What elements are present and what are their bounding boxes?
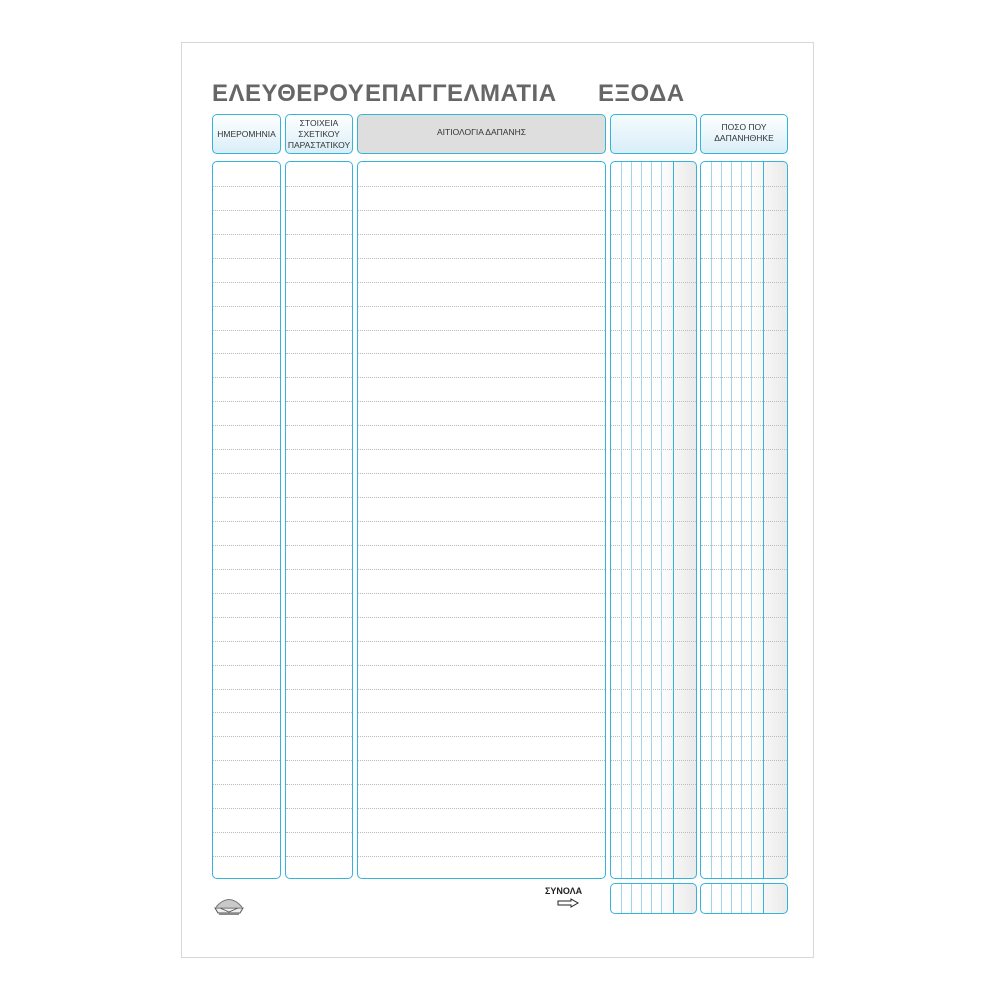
- ruled-row-line: [611, 521, 696, 522]
- ruled-row-line: [286, 282, 352, 283]
- ruled-row-line: [286, 856, 352, 857]
- ruled-row-line: [611, 401, 696, 402]
- ruled-row-line: [611, 808, 696, 809]
- ruled-row-line: [213, 736, 280, 737]
- ruled-row-line: [358, 377, 605, 378]
- column-document[interactable]: [285, 161, 353, 879]
- ruled-row-line: [286, 377, 352, 378]
- ruled-row-line: [213, 689, 280, 690]
- ruled-row-line: [213, 760, 280, 761]
- digit-divider-line: [621, 884, 622, 913]
- header-amount-line1: ΠΟΣΟ ΠΟΥ: [721, 122, 767, 132]
- ruled-row-line: [701, 784, 787, 785]
- ruled-row-line: [286, 449, 352, 450]
- title-part-3: ΕΞΟΔΑ: [598, 80, 685, 107]
- totals-label: ΣΥΝΟΛΑ: [545, 886, 583, 896]
- ruled-row-line: [701, 832, 787, 833]
- header-reason-label: ΑΙΤΙΟΛΟΓΙΑ ΔΑΠΑΝΗΣ: [437, 127, 526, 137]
- digit-divider-line: [673, 884, 674, 913]
- ruled-row-line: [611, 593, 696, 594]
- digit-divider-line: [751, 884, 752, 913]
- ruled-row-line: [701, 545, 787, 546]
- ruled-row-line: [286, 330, 352, 331]
- ruled-row-line: [358, 353, 605, 354]
- ruled-row-line: [611, 545, 696, 546]
- ruled-row-line: [611, 449, 696, 450]
- title-part-2: ΕΠΑΓΓΕΛΜΑΤΙΑ: [365, 80, 557, 107]
- column-date[interactable]: [212, 161, 281, 879]
- ruled-row-line: [611, 306, 696, 307]
- ruled-row-line: [286, 641, 352, 642]
- ruled-row-line: [286, 210, 352, 211]
- ruled-row-line: [611, 736, 696, 737]
- ruled-row-line: [358, 808, 605, 809]
- ruled-row-line: [701, 665, 787, 666]
- ruled-row-line: [611, 425, 696, 426]
- ruled-row-line: [701, 569, 787, 570]
- header-amount-line2: ΔΑΠΑΝΗΘΗΚΕ: [714, 133, 774, 143]
- ruled-row-line: [286, 306, 352, 307]
- ruled-row-line: [286, 545, 352, 546]
- ruled-row-line: [701, 497, 787, 498]
- digit-divider-line: [651, 884, 652, 913]
- ruled-row-line: [286, 832, 352, 833]
- digit-divider-line: [731, 162, 732, 878]
- ruled-row-line: [701, 425, 787, 426]
- ruled-row-line: [286, 497, 352, 498]
- ruled-row-line: [358, 186, 605, 187]
- ruled-row-line: [701, 617, 787, 618]
- ruled-row-line: [286, 689, 352, 690]
- ruled-row-line: [358, 425, 605, 426]
- ruled-row-line: [611, 497, 696, 498]
- digit-divider-line: [711, 162, 712, 878]
- ruled-row-line: [701, 521, 787, 522]
- header-document-line3: ΠΑΡΑΣΤΑΤΙΚΟΥ: [287, 139, 351, 150]
- digit-divider-line: [721, 884, 722, 913]
- ruled-row-line: [358, 832, 605, 833]
- ruled-row-line: [611, 784, 696, 785]
- digit-divider-line: [631, 162, 632, 878]
- header-date: [212, 114, 281, 154]
- column-amount[interactable]: [700, 161, 788, 879]
- ruled-row-line: [611, 186, 696, 187]
- ruled-row-line: [286, 760, 352, 761]
- ruled-row-line: [213, 521, 280, 522]
- ruled-row-line: [611, 258, 696, 259]
- ruled-row-line: [701, 760, 787, 761]
- ruled-row-line: [701, 234, 787, 235]
- ruled-row-line: [701, 258, 787, 259]
- ruled-row-line: [286, 401, 352, 402]
- ruled-row-line: [358, 760, 605, 761]
- digit-divider-line: [631, 884, 632, 913]
- ruled-row-line: [286, 234, 352, 235]
- header-document-line1: ΣΤΟΙΧΕΙΑ: [299, 117, 339, 128]
- ruled-row-line: [358, 306, 605, 307]
- ruled-row-line: [701, 736, 787, 737]
- digit-divider-line: [741, 162, 742, 878]
- digit-divider-line: [661, 162, 662, 878]
- digit-divider-line: [721, 162, 722, 878]
- header-reason: [357, 114, 606, 154]
- digit-divider-line: [751, 162, 752, 878]
- ruled-row-line: [213, 641, 280, 642]
- header-date-label: ΗΜΕΡΟΜΗΝΙΑ: [217, 128, 276, 139]
- ruled-row-line: [358, 234, 605, 235]
- column-reason[interactable]: [357, 161, 606, 879]
- ruled-row-line: [286, 784, 352, 785]
- ruled-row-line: [358, 784, 605, 785]
- ruled-row-line: [358, 330, 605, 331]
- header-document: [285, 114, 353, 154]
- digit-divider-line: [741, 884, 742, 913]
- ruled-row-line: [358, 282, 605, 283]
- ruled-row-line: [611, 712, 696, 713]
- digit-divider-line: [763, 162, 764, 878]
- column-blank[interactable]: [610, 161, 697, 879]
- ruled-row-line: [358, 736, 605, 737]
- ruled-row-line: [358, 497, 605, 498]
- ruled-row-line: [358, 401, 605, 402]
- ruled-row-line: [611, 856, 696, 857]
- ruled-row-line: [213, 210, 280, 211]
- ruled-row-line: [358, 473, 605, 474]
- ruled-row-line: [213, 617, 280, 618]
- digit-divider-line: [763, 884, 764, 913]
- ruled-row-line: [611, 665, 696, 666]
- digit-divider-line: [661, 884, 662, 913]
- ruled-row-line: [286, 593, 352, 594]
- ruled-row-line: [286, 258, 352, 259]
- ruled-row-line: [358, 449, 605, 450]
- arrow-right-icon: [557, 898, 579, 908]
- ruled-row-line: [358, 521, 605, 522]
- digit-divider-line: [641, 162, 642, 878]
- ruled-row-line: [701, 808, 787, 809]
- ruled-row-line: [611, 473, 696, 474]
- header-document-line2: ΣΧΕΤΙΚΟΥ: [298, 128, 340, 139]
- ruled-row-line: [701, 712, 787, 713]
- header-blank: [610, 114, 697, 154]
- ruled-row-line: [286, 521, 352, 522]
- ruled-row-line: [213, 282, 280, 283]
- ruled-row-line: [611, 377, 696, 378]
- ruled-row-line: [611, 760, 696, 761]
- ruled-row-line: [213, 832, 280, 833]
- ruled-row-line: [358, 641, 605, 642]
- ruled-row-line: [358, 617, 605, 618]
- ruled-row-line: [611, 569, 696, 570]
- ruled-row-line: [701, 401, 787, 402]
- ruled-row-line: [701, 689, 787, 690]
- totals-box-blank[interactable]: [610, 883, 697, 914]
- digit-divider-line: [651, 162, 652, 878]
- ruled-row-line: [611, 689, 696, 690]
- ruled-row-line: [213, 665, 280, 666]
- ruled-row-line: [213, 569, 280, 570]
- ruled-row-line: [213, 784, 280, 785]
- ruled-row-line: [286, 712, 352, 713]
- ruled-row-line: [358, 856, 605, 857]
- ruled-row-line: [213, 353, 280, 354]
- ruled-row-line: [701, 641, 787, 642]
- ruled-row-line: [286, 665, 352, 666]
- digit-divider-line: [621, 162, 622, 878]
- ruled-row-line: [213, 425, 280, 426]
- ruled-row-line: [701, 449, 787, 450]
- ruled-row-line: [286, 736, 352, 737]
- publisher-logo-icon: [212, 894, 246, 916]
- digit-divider-line: [731, 884, 732, 913]
- ruled-row-line: [701, 856, 787, 857]
- ruled-row-line: [611, 353, 696, 354]
- ruled-row-line: [286, 569, 352, 570]
- ruled-row-line: [701, 306, 787, 307]
- ruled-row-line: [611, 234, 696, 235]
- ruled-row-line: [358, 593, 605, 594]
- totals-box-amount[interactable]: [700, 883, 788, 914]
- header-amount: [700, 114, 788, 154]
- ruled-row-line: [213, 234, 280, 235]
- ruled-row-line: [286, 473, 352, 474]
- ruled-row-line: [358, 210, 605, 211]
- ruled-row-line: [213, 497, 280, 498]
- ruled-row-line: [358, 569, 605, 570]
- ruled-row-line: [611, 832, 696, 833]
- ruled-row-line: [213, 186, 280, 187]
- ruled-row-line: [611, 641, 696, 642]
- ruled-row-line: [358, 689, 605, 690]
- ruled-row-line: [213, 330, 280, 331]
- digit-divider-line: [711, 884, 712, 913]
- ruled-row-line: [286, 353, 352, 354]
- ruled-row-line: [213, 856, 280, 857]
- ruled-row-line: [213, 258, 280, 259]
- ruled-row-line: [701, 186, 787, 187]
- ruled-row-line: [701, 330, 787, 331]
- ruled-row-line: [286, 808, 352, 809]
- ruled-row-line: [611, 210, 696, 211]
- ruled-row-line: [213, 712, 280, 713]
- ruled-row-line: [611, 282, 696, 283]
- digit-divider-line: [641, 884, 642, 913]
- title-part-1: ΕΛΕΥΘΕΡΟΥ: [212, 80, 365, 107]
- ruled-row-line: [213, 377, 280, 378]
- ruled-row-line: [286, 425, 352, 426]
- ruled-row-line: [701, 210, 787, 211]
- ruled-row-line: [286, 186, 352, 187]
- ruled-row-line: [701, 377, 787, 378]
- ruled-row-line: [358, 545, 605, 546]
- digit-divider-line: [673, 162, 674, 878]
- ruled-row-line: [213, 306, 280, 307]
- ruled-row-line: [213, 449, 280, 450]
- ruled-row-line: [213, 593, 280, 594]
- ruled-row-line: [701, 282, 787, 283]
- ruled-row-line: [701, 593, 787, 594]
- ruled-row-line: [358, 665, 605, 666]
- ruled-row-line: [701, 353, 787, 354]
- ruled-row-line: [611, 330, 696, 331]
- ruled-row-line: [611, 617, 696, 618]
- ruled-row-line: [701, 473, 787, 474]
- ruled-row-line: [213, 473, 280, 474]
- ruled-row-line: [213, 401, 280, 402]
- ruled-row-line: [286, 617, 352, 618]
- ruled-row-line: [358, 258, 605, 259]
- ruled-row-line: [213, 545, 280, 546]
- ruled-row-line: [358, 712, 605, 713]
- ruled-row-line: [213, 808, 280, 809]
